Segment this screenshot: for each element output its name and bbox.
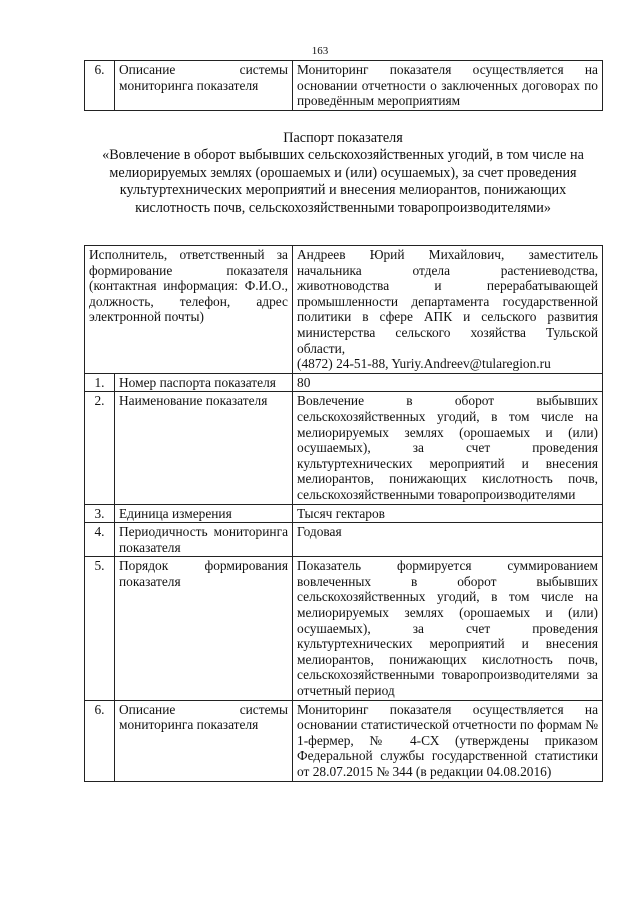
executor-contact: (4872) 24-51-88, Yuriy.Andreev@tularegion.ru <box>297 356 551 372</box>
continued-table <box>84 60 603 111</box>
executor-label: Исполнитель, ответственный за формирование показателя (контактная информация: Ф.И.О., должность, телефон, адрес электронной почты) <box>85 246 293 374</box>
row-number: 6. <box>85 61 115 111</box>
passport-title: Паспорт показателя <box>283 130 403 146</box>
row-label: Описание системы мониторинга показателя <box>115 700 293 781</box>
passport-heading <box>84 130 602 217</box>
row-label: Единица измерения <box>115 504 293 523</box>
passport-indicator-name: «Вовлечение в оборот выбывших сельскохозяйственных угодий, в том числе на мелиорируемых землях (орошаемых и (или) осушаемых), за счет проведения культуртехнических мероприятий и внесения мелиорантов, понижающих кислотность почв, сельскохозяйственными товаропроизводителями» <box>102 147 584 216</box>
row-number: 1. <box>85 373 115 392</box>
row-value: Мониторинг показателя осуществляется на основании отчетности о заключенных договорах по проведённым мероприятиям <box>293 61 603 111</box>
row-value: 80 <box>293 373 603 392</box>
row-value: Годовая <box>293 523 603 557</box>
row-number: 4. <box>85 523 115 557</box>
row-number: 5. <box>85 557 115 700</box>
row-number: 3. <box>85 504 115 523</box>
table-row <box>85 557 603 700</box>
row-value: Показатель формируется суммированием вовлеченных в оборот выбывших сельскохозяйственных угодий, в том числе на мелиорируемых землях (орошаемых и (или) осушаемых), за счет проведения культуртехнических мероприятий и внесения мелиорантов, понижающих кислотность почв, сельскохозяйственными товаропроизводителями за отчетный период <box>293 557 603 700</box>
row-value: Тысяч гектаров <box>293 504 603 523</box>
table-row <box>85 373 603 392</box>
table-row <box>85 61 603 111</box>
table-row <box>85 700 603 781</box>
row-value: Мониторинг показателя осуществляется на основании статистической отчетности по формам № 1-фермер, № 4-СХ (утверждены приказом Федеральной службы государственной статистики от 28.07.2015 № 344 (в редакции 04.08.2016) <box>293 700 603 781</box>
row-label: Наименование показателя <box>115 392 293 504</box>
row-label: Номер паспорта показателя <box>115 373 293 392</box>
executor-value <box>293 246 603 374</box>
executor-text: Андреев Юрий Михайлович, заместитель начальника отдела растениеводства, животноводства и перерабатывающей промышленности департамента государственной политики в сфере АПК и сельского развития министерства сельского хозяйства Тульской области, <box>297 247 599 356</box>
row-number: 6. <box>85 700 115 781</box>
row-number: 2. <box>85 392 115 504</box>
table-row <box>85 504 603 523</box>
table-row <box>85 392 603 504</box>
row-value: Вовлечение в оборот выбывших сельскохозяйственных угодий, в том числе на мелиорируемых землях (орошаемых и (или) осушаемых), за счет проведения культуртехнических мероприятий и внесения мелиорантов, понижающих кислотность почв, сельскохозяйственными товаропроизводителями <box>293 392 603 504</box>
passport-table <box>84 245 603 782</box>
row-label: Описание системы мониторинга показателя <box>115 61 293 111</box>
executor-row <box>85 246 603 374</box>
row-label: Порядок формирования показателя <box>115 557 293 700</box>
row-label: Периодичность мониторинга показателя <box>115 523 293 557</box>
table-row <box>85 523 603 557</box>
page-number: 163 <box>311 45 329 57</box>
